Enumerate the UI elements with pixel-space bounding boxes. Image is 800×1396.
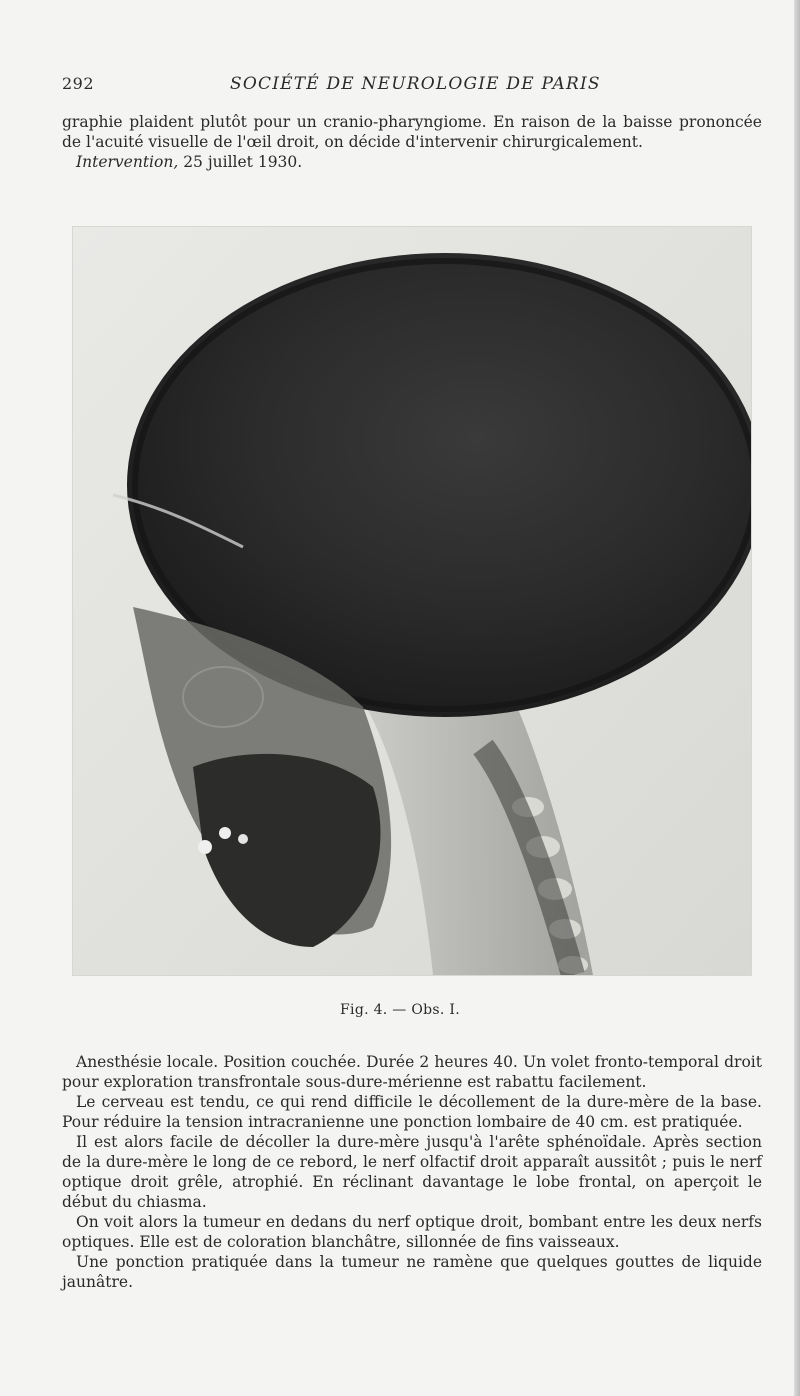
intervention-date-line bbox=[62, 152, 762, 172]
paragraph-2: Le cerveau est tendu, ce qui rend difficile le décollement de la dure-mère de la base. Pour réduire la tension intracranienne une ponction lombaire de 40 cm. est pratiquée. bbox=[62, 1093, 762, 1131]
page-number: 292 bbox=[62, 74, 95, 93]
tooth-highlight bbox=[198, 840, 212, 854]
intro-text: graphie plaident plutôt pour un cranio-pharyngiome. En raison de la baisse prononcée de l'acuité visuelle de l'œil droit, on décide d'intervenir chirurgicalement. bbox=[62, 113, 762, 151]
tooth-highlight bbox=[219, 827, 231, 839]
xray-figure bbox=[72, 226, 752, 976]
paragraph-3: Il est alors facile de décoller la dure-mère jusqu'à l'arête sphénoïdale. Après section de la dure-mère le long de ce rebord, le nerf olfactif droit apparaît aussitôt ; puis le nerf optique droit grêle, atrophié. En réclinant davantage le lobe frontal, on aperçoit le début du chiasma. bbox=[62, 1133, 762, 1211]
operation-report bbox=[62, 1052, 762, 1292]
intro-paragraph bbox=[62, 112, 762, 172]
running-head bbox=[62, 74, 622, 100]
tooth-highlight bbox=[238, 834, 248, 844]
page-edge-shadow bbox=[794, 0, 800, 1396]
skull-xray-image bbox=[73, 227, 751, 975]
paragraph-5: Une ponction pratiquée dans la tumeur ne ramène que quelques gouttes de liquide jaunâtre. bbox=[62, 1253, 762, 1291]
figure-caption: Fig. 4. — Obs. I. bbox=[340, 1002, 460, 1018]
intervention-label: Intervention, bbox=[76, 153, 179, 171]
journal-title: SOCIÉTÉ DE NEUROLOGIE DE PARIS bbox=[230, 74, 601, 94]
intervention-date: 25 juillet 1930. bbox=[178, 153, 303, 171]
paragraph-4: On voit alors la tumeur en dedans du nerf optique droit, bombant entre les deux nerfs optiques. Elle est de coloration blanchâtre, sillonnée de fins vaisseaux. bbox=[62, 1213, 762, 1251]
paragraph-1: Anesthésie locale. Position couchée. Durée 2 heures 40. Un volet fronto-temporal droit pour exploration transfrontale sous-dure-mérienne est rabattu facilement. bbox=[62, 1053, 762, 1091]
